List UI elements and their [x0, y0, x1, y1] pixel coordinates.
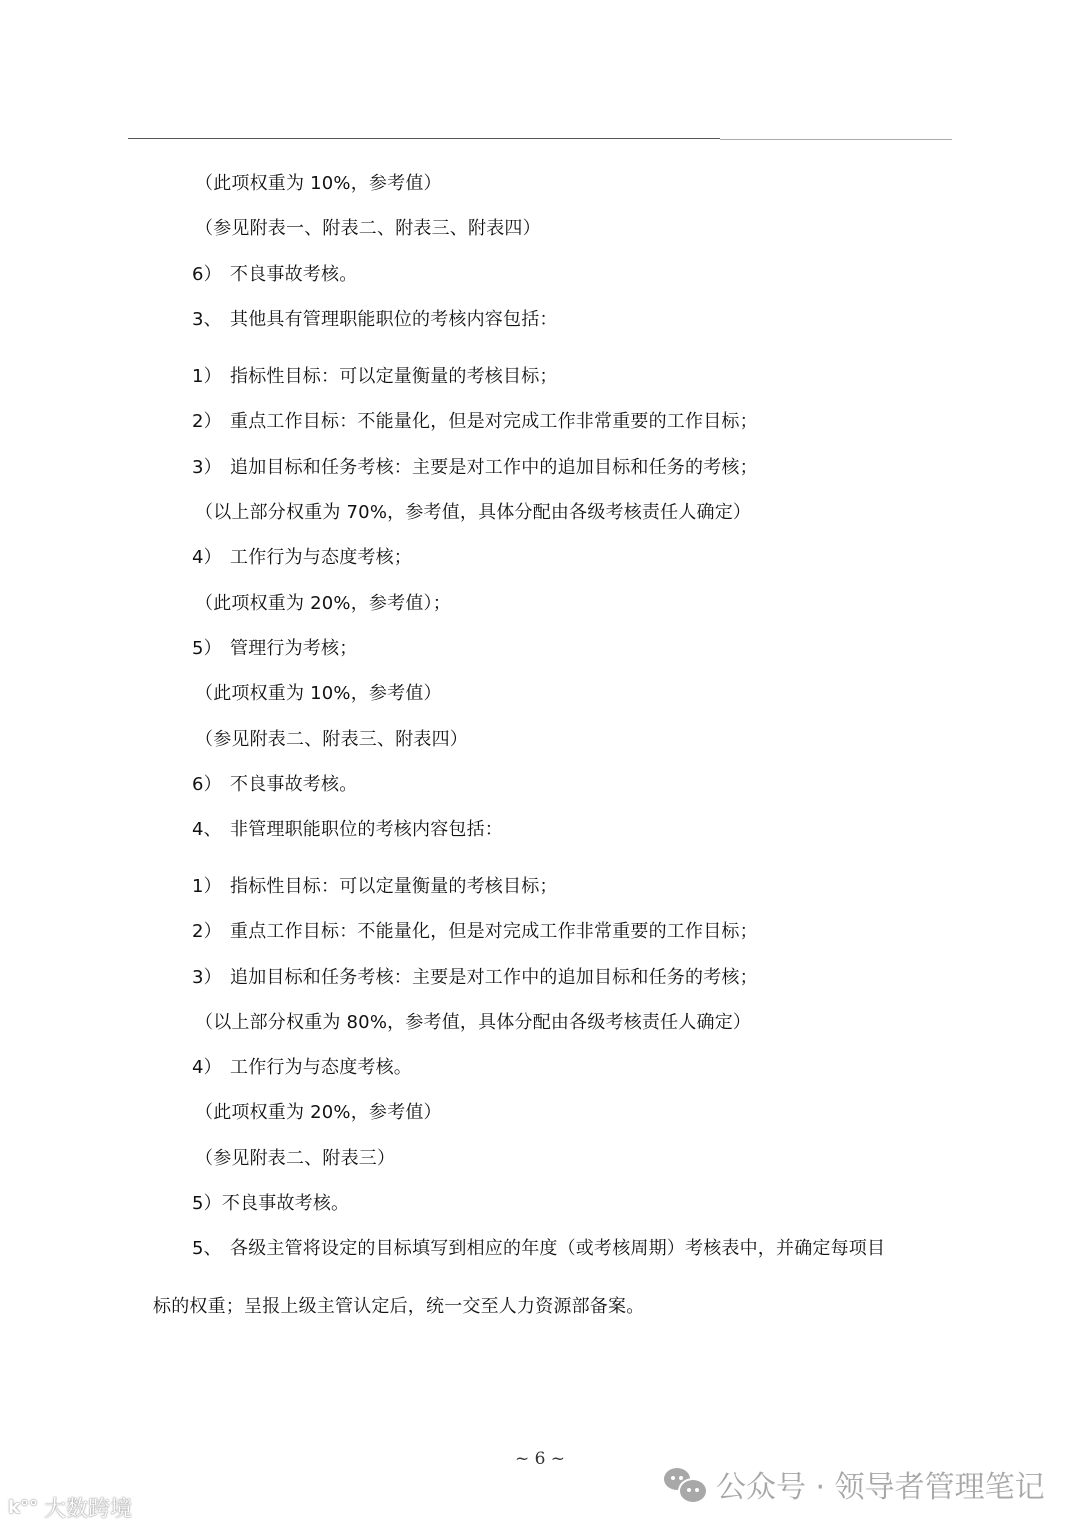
text-line — [195, 1101, 442, 1125]
line-text: （此项权重为 10%，参考值） — [195, 683, 442, 704]
text-line — [192, 410, 758, 434]
list-number: 2） — [192, 411, 222, 432]
text-line — [195, 501, 751, 525]
text-line — [195, 728, 468, 752]
line-text: 管理行为考核； — [230, 638, 358, 659]
line-text: 不良事故考核。 — [230, 774, 358, 795]
brand-text: 大数跨境 — [43, 1497, 132, 1522]
line-text: 追加目标和任务考核：主要是对工作中的追加目标和任务的考核； — [230, 457, 758, 478]
line-text: 工作行为与态度考核。 — [230, 1057, 412, 1078]
text-line — [153, 1295, 644, 1319]
line-text: 5）不良事故考核。 — [192, 1193, 350, 1214]
text-line — [192, 920, 758, 944]
line-text: 重点工作目标：不能量化，但是对完成工作非常重要的工作目标； — [230, 921, 758, 942]
brand-watermark — [8, 1492, 132, 1523]
list-number: 3） — [192, 457, 222, 478]
line-text: 标的权重；呈报上级主管认定后，统一交至人力资源部备案。 — [153, 1296, 645, 1317]
list-number: 1） — [192, 366, 222, 387]
line-text: （以上部分权重为 80%，参考值，具体分配由各级考核责任人确定） — [195, 1012, 752, 1033]
line-text: 不良事故考核。 — [230, 264, 358, 285]
list-number: 6） — [192, 774, 222, 795]
text-line — [192, 365, 558, 389]
list-number: 5、 — [192, 1238, 222, 1259]
text-line — [192, 456, 758, 480]
brand-logo-icon: k°° — [8, 1497, 38, 1518]
list-number: 6） — [192, 264, 222, 285]
text-line — [195, 592, 451, 616]
line-text: （此项权重为 10%，参考值） — [195, 173, 442, 194]
line-text: （参见附表一、附表二、附表三、附表四） — [195, 218, 541, 239]
list-number: 3） — [192, 967, 222, 988]
line-text: 重点工作目标：不能量化，但是对完成工作非常重要的工作目标； — [230, 411, 758, 432]
text-line — [195, 217, 541, 241]
line-text: 各级主管将设定的目标填写到相应的年度（或考核周期）考核表中，并确定每项目 — [230, 1238, 886, 1259]
list-number: 4） — [192, 547, 222, 568]
text-line — [195, 1011, 751, 1035]
line-text: （此项权重为 20%，参考值） — [195, 1102, 442, 1123]
header-rule-light — [720, 139, 952, 140]
text-line — [192, 1056, 412, 1080]
line-text: 非管理职能职位的考核内容包括： — [230, 819, 503, 840]
text-line — [192, 966, 758, 990]
wechat-account-text: 公众号 · 领导者管理笔记 — [716, 1470, 1045, 1505]
text-line — [195, 1147, 395, 1171]
line-text: 指标性目标：可以定量衡量的考核目标； — [230, 366, 558, 387]
line-text: （此项权重为 20%，参考值）； — [195, 593, 451, 614]
list-number: 4） — [192, 1057, 222, 1078]
text-line — [192, 546, 412, 570]
text-line — [195, 682, 442, 706]
text-line — [192, 263, 357, 287]
list-number: 2） — [192, 921, 222, 942]
line-text: 追加目标和任务考核：主要是对工作中的追加目标和任务的考核； — [230, 967, 758, 988]
text-line — [192, 773, 357, 797]
wechat-watermark — [664, 1462, 1045, 1506]
line-text: （参见附表二、附表三、附表四） — [195, 729, 468, 750]
text-line — [192, 637, 357, 661]
text-line — [192, 875, 558, 899]
list-number: 4、 — [192, 819, 222, 840]
text-line — [192, 1192, 349, 1216]
line-text: 工作行为与态度考核； — [230, 547, 412, 568]
line-text: （以上部分权重为 70%，参考值，具体分配由各级考核责任人确定） — [195, 502, 752, 523]
list-number: 1） — [192, 876, 222, 897]
text-line — [192, 1237, 885, 1261]
list-number: 3、 — [192, 309, 222, 330]
list-number: 5） — [192, 638, 222, 659]
text-line — [195, 172, 442, 196]
wechat-icon — [664, 1466, 706, 1502]
line-text: 指标性目标：可以定量衡量的考核目标； — [230, 876, 558, 897]
text-line — [192, 308, 558, 332]
header-rule — [128, 138, 720, 139]
page-number: ~ 6 ~ — [514, 1449, 566, 1469]
line-text: （参见附表二、附表三） — [195, 1148, 396, 1169]
text-line — [192, 818, 503, 842]
line-text: 其他具有管理职能职位的考核内容包括： — [230, 309, 558, 330]
